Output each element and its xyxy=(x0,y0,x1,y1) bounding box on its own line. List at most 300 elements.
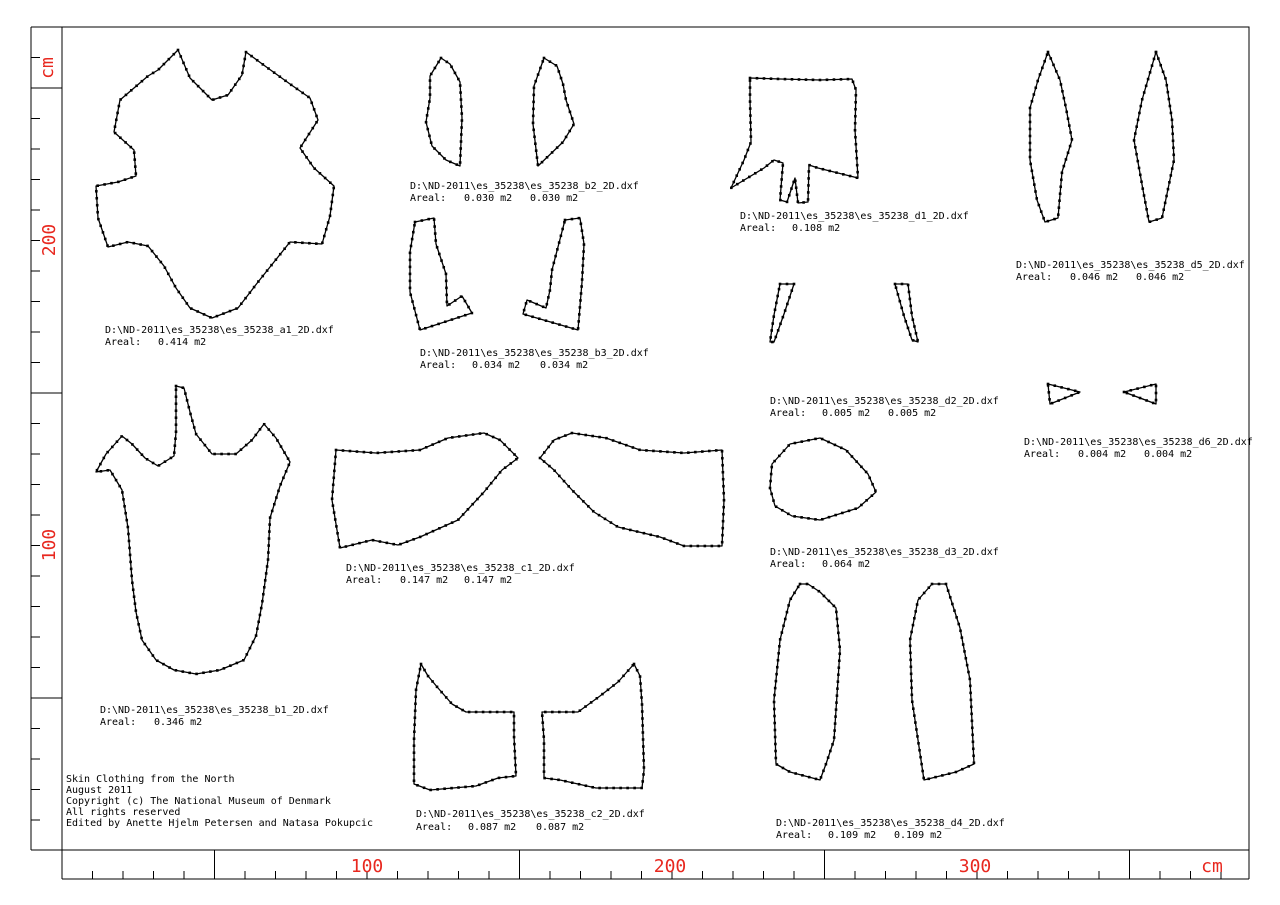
outline-vertex-marker xyxy=(558,241,561,244)
outline-vertex-marker xyxy=(1060,386,1063,389)
outline-vertex-marker xyxy=(250,55,253,58)
outline-vertex-marker xyxy=(429,789,432,792)
outline-vertex-marker xyxy=(641,724,644,727)
outline-vertex-marker xyxy=(460,112,463,115)
outline-vertex-marker xyxy=(1063,165,1066,168)
c1-area-value-1: 0.147 m2 xyxy=(400,575,449,586)
d2-area-label: Areal: xyxy=(770,408,807,419)
outline-vertex-marker xyxy=(256,627,259,630)
outline-vertex-marker xyxy=(186,399,189,402)
outline-vertex-marker xyxy=(279,253,282,256)
outline-vertex-marker xyxy=(146,245,149,248)
outline-vertex-marker xyxy=(1145,85,1148,88)
outline-vertex-marker xyxy=(504,466,507,469)
b3-area-label: Areal: xyxy=(420,360,457,371)
outline-vertex-marker xyxy=(749,79,752,82)
outline-vertex-marker xyxy=(1065,111,1068,114)
outline-vertex-marker xyxy=(747,149,750,152)
outline-vertex-marker xyxy=(1157,57,1160,60)
outline-vertex-marker xyxy=(948,772,951,775)
outline-vertex-marker xyxy=(807,191,810,194)
outline-vertex-marker xyxy=(140,637,143,640)
outline-vertex-marker xyxy=(413,744,416,747)
outline-vertex-marker xyxy=(749,114,752,117)
c2-area-value-1: 0.087 m2 xyxy=(468,822,517,833)
outline-vertex-marker xyxy=(781,631,784,634)
outline-vertex-marker xyxy=(788,770,791,773)
outline-vertex-marker xyxy=(413,723,416,726)
outline-vertex-marker xyxy=(284,79,287,82)
outline-vertex-marker xyxy=(549,282,552,285)
outline-vertex-marker xyxy=(865,499,868,502)
outline-vertex-marker xyxy=(550,275,553,278)
outline-vertex-marker xyxy=(911,700,914,703)
outline-vertex-marker xyxy=(1155,51,1158,54)
outline-vertex-marker xyxy=(551,151,554,154)
outline-vertex-marker xyxy=(342,449,345,452)
outline-vertex-marker xyxy=(279,483,282,486)
outline-vertex-marker xyxy=(467,306,470,309)
outline-vertex-marker xyxy=(556,146,559,149)
outline-vertex-marker xyxy=(426,114,429,117)
outline-vertex-marker xyxy=(413,779,416,782)
outline-vertex-marker xyxy=(934,776,937,779)
outline-vertex-marker xyxy=(1159,64,1162,67)
outline-vertex-marker xyxy=(498,439,501,442)
outline-vertex-marker xyxy=(583,243,586,246)
outline-vertex-marker xyxy=(911,694,914,697)
outline-vertex-marker xyxy=(773,460,776,463)
outline-vertex-marker xyxy=(116,440,119,443)
outline-vertex-marker xyxy=(437,323,440,326)
outline-vertex-marker xyxy=(690,545,693,548)
outline-vertex-marker xyxy=(131,443,134,446)
outline-vertex-marker xyxy=(777,78,780,81)
outline-vertex-marker xyxy=(789,597,792,600)
outline-vertex-marker xyxy=(941,774,944,777)
outline-vertex-marker xyxy=(197,85,200,88)
outline-vertex-marker xyxy=(793,592,796,595)
outline-vertex-marker xyxy=(1048,398,1051,401)
outline-vertex-marker xyxy=(1058,199,1061,202)
outline-vertex-marker xyxy=(1048,391,1051,394)
outline-vertex-marker xyxy=(566,104,569,107)
outline-vertex-marker xyxy=(414,221,417,224)
outline-vertex-marker xyxy=(749,86,752,89)
outline-vertex-marker xyxy=(536,156,539,159)
outline-vertex-marker xyxy=(562,83,565,86)
outline-vertex-marker xyxy=(537,73,540,76)
outline-vertex-marker xyxy=(774,687,777,690)
outline-vertex-marker xyxy=(533,87,536,90)
outline-vertex-marker xyxy=(546,303,549,306)
outline-vertex-marker xyxy=(152,654,155,657)
outline-vertex-marker xyxy=(901,283,904,286)
d6-area-value-2: 0.004 m2 xyxy=(1144,449,1193,460)
outline-vertex-marker xyxy=(910,311,913,314)
outline-vertex-marker xyxy=(252,641,255,644)
outline-vertex-marker xyxy=(115,479,118,482)
outline-vertex-marker xyxy=(421,219,424,222)
outline-vertex-marker xyxy=(513,453,516,456)
outline-vertex-marker xyxy=(1042,217,1045,220)
d5-area-value-2: 0.046 m2 xyxy=(1136,272,1185,283)
outline-vertex-marker xyxy=(800,516,803,519)
outline-vertex-marker xyxy=(245,51,248,54)
outline-vertex-marker xyxy=(379,540,382,543)
outline-vertex-marker xyxy=(241,71,244,74)
outline-vertex-marker xyxy=(721,534,724,537)
outline-vertex-marker xyxy=(915,332,918,335)
outline-vertex-marker xyxy=(568,130,571,133)
pattern-d5-left-outline xyxy=(1030,52,1072,222)
outline-vertex-marker xyxy=(636,669,639,672)
outline-vertex-marker xyxy=(409,273,412,276)
outline-vertex-marker xyxy=(772,499,775,502)
outline-vertex-marker xyxy=(558,70,561,73)
outline-vertex-marker xyxy=(409,266,412,269)
outline-vertex-marker xyxy=(158,464,161,467)
b2-area-label: Areal: xyxy=(410,193,447,204)
outline-vertex-marker xyxy=(164,266,167,269)
outline-vertex-marker xyxy=(208,449,211,452)
outline-vertex-marker xyxy=(955,616,958,619)
outline-vertex-marker xyxy=(666,451,669,454)
outline-vertex-marker xyxy=(181,296,184,299)
outline-vertex-marker xyxy=(414,716,417,719)
outline-vertex-marker xyxy=(1150,384,1153,387)
outline-vertex-marker xyxy=(229,310,232,313)
outline-vertex-marker xyxy=(579,306,582,309)
outline-vertex-marker xyxy=(961,636,964,639)
outline-vertex-marker xyxy=(833,78,836,81)
outline-vertex-marker xyxy=(578,433,581,436)
outline-vertex-marker xyxy=(918,597,921,600)
outline-vertex-marker xyxy=(721,457,724,460)
outline-vertex-marker xyxy=(127,533,130,536)
outline-vertex-marker xyxy=(786,283,789,286)
credits-block xyxy=(66,774,373,829)
outline-vertex-marker xyxy=(632,664,635,667)
outline-vertex-marker xyxy=(141,453,144,456)
outline-vertex-marker xyxy=(784,618,787,621)
outline-vertex-marker xyxy=(467,508,470,511)
outline-vertex-marker xyxy=(133,595,136,598)
outline-vertex-marker xyxy=(160,261,163,264)
outline-vertex-marker xyxy=(130,575,133,578)
outline-vertex-marker xyxy=(236,662,239,665)
outline-vertex-marker xyxy=(563,480,566,483)
outline-vertex-marker xyxy=(173,451,176,454)
outline-vertex-marker xyxy=(313,167,316,170)
outline-vertex-marker xyxy=(229,664,232,667)
outline-vertex-marker xyxy=(334,463,337,466)
pattern-d2-right-outline xyxy=(895,284,918,342)
outline-vertex-marker xyxy=(963,650,966,653)
outline-vertex-marker xyxy=(216,315,219,318)
outline-vertex-marker xyxy=(579,709,582,712)
outline-vertex-marker xyxy=(1162,208,1165,211)
outline-vertex-marker xyxy=(787,604,790,607)
outline-vertex-marker xyxy=(778,645,781,648)
outline-vertex-marker xyxy=(1155,392,1158,395)
outline-vertex-marker xyxy=(485,781,488,784)
outline-vertex-marker xyxy=(771,160,774,163)
outline-vertex-marker xyxy=(854,115,857,118)
outline-vertex-marker xyxy=(641,717,644,720)
outline-vertex-marker xyxy=(509,462,512,465)
outline-vertex-marker xyxy=(949,596,952,599)
outline-vertex-marker xyxy=(619,787,622,790)
outline-vertex-marker xyxy=(775,505,778,508)
outline-vertex-marker xyxy=(773,694,776,697)
outline-vertex-marker xyxy=(1031,170,1034,173)
outline-vertex-marker xyxy=(868,477,871,480)
outline-vertex-marker xyxy=(457,316,460,319)
outline-vertex-marker xyxy=(543,770,546,773)
outline-vertex-marker xyxy=(118,105,121,108)
outline-vertex-marker xyxy=(449,161,452,164)
outline-vertex-marker xyxy=(412,231,415,234)
outline-vertex-marker xyxy=(464,786,467,789)
outline-vertex-marker xyxy=(1153,58,1156,61)
outline-vertex-marker xyxy=(249,291,252,294)
outline-vertex-marker xyxy=(722,520,725,523)
outline-vertex-marker xyxy=(490,482,493,485)
outline-vertex-marker xyxy=(618,680,621,683)
outline-vertex-marker xyxy=(1071,138,1074,141)
outline-vertex-marker xyxy=(1029,121,1032,124)
outline-vertex-marker xyxy=(913,325,916,328)
outline-vertex-marker xyxy=(240,302,243,305)
outline-vertex-marker xyxy=(187,406,190,409)
outline-vertex-marker xyxy=(415,688,418,691)
outline-vertex-marker xyxy=(414,695,417,698)
outline-vertex-marker xyxy=(1065,158,1068,161)
outline-vertex-marker xyxy=(128,540,131,543)
outline-vertex-marker xyxy=(812,79,815,82)
outline-vertex-marker xyxy=(833,729,836,732)
b1-area-value: 0.346 m2 xyxy=(154,717,203,728)
outline-vertex-marker xyxy=(290,84,293,87)
outline-vertex-marker xyxy=(141,80,144,83)
outline-vertex-marker xyxy=(808,164,811,167)
outline-vertex-marker xyxy=(833,736,836,739)
outline-vertex-marker xyxy=(418,327,421,330)
outline-vertex-marker xyxy=(259,614,262,617)
outline-vertex-marker xyxy=(584,434,587,437)
outline-vertex-marker xyxy=(543,763,546,766)
outline-vertex-marker xyxy=(539,457,542,460)
outline-vertex-marker xyxy=(294,241,297,244)
outline-vertex-marker xyxy=(391,451,394,454)
outline-vertex-marker xyxy=(947,589,950,592)
outline-vertex-marker xyxy=(260,607,263,610)
outline-vertex-marker xyxy=(96,211,99,214)
outline-vertex-marker xyxy=(775,673,778,676)
outline-vertex-marker xyxy=(774,308,777,311)
outline-vertex-marker xyxy=(442,266,445,269)
outline-vertex-marker xyxy=(416,784,419,787)
outline-vertex-marker xyxy=(411,300,414,303)
outline-vertex-marker xyxy=(1053,384,1056,387)
outline-vertex-marker xyxy=(531,315,534,318)
outline-vertex-marker xyxy=(300,145,303,148)
outline-vertex-marker xyxy=(838,639,841,642)
outline-vertex-marker xyxy=(790,289,793,292)
outline-vertex-marker xyxy=(560,77,563,80)
outline-vertex-marker xyxy=(164,460,167,463)
outline-vertex-marker xyxy=(687,451,690,454)
outline-vertex-marker xyxy=(413,737,416,740)
outline-vertex-marker xyxy=(581,271,584,274)
outline-vertex-marker xyxy=(721,541,724,544)
outline-vertex-marker xyxy=(1143,91,1146,94)
outline-vertex-marker xyxy=(865,471,868,474)
outline-vertex-marker xyxy=(255,434,258,437)
outline-vertex-marker xyxy=(1164,202,1167,205)
outline-vertex-marker xyxy=(1067,388,1070,391)
outline-vertex-marker xyxy=(1139,174,1142,177)
outline-vertex-marker xyxy=(513,750,516,753)
outline-vertex-marker xyxy=(1143,194,1146,197)
outline-vertex-marker xyxy=(915,728,918,731)
outline-vertex-marker xyxy=(271,510,274,513)
outline-vertex-marker xyxy=(125,94,128,97)
outline-vertex-marker xyxy=(459,91,462,94)
outline-vertex-marker xyxy=(134,602,137,605)
outline-vertex-marker xyxy=(1043,60,1046,63)
outline-vertex-marker xyxy=(190,307,193,310)
outline-vertex-marker xyxy=(744,155,747,158)
outline-vertex-marker xyxy=(279,75,282,78)
outline-vertex-marker xyxy=(894,283,897,286)
outline-vertex-marker xyxy=(423,669,426,672)
outline-vertex-marker xyxy=(642,745,645,748)
outline-vertex-marker xyxy=(961,768,964,771)
outline-vertex-marker xyxy=(436,246,439,249)
outline-vertex-marker xyxy=(370,451,373,454)
outline-vertex-marker xyxy=(409,287,412,290)
outline-vertex-marker xyxy=(569,111,572,114)
a1-area-value: 0.414 m2 xyxy=(158,337,207,348)
outline-vertex-marker xyxy=(838,659,841,662)
outline-vertex-marker xyxy=(916,339,919,342)
horizontal-ruler-unit: cm xyxy=(1201,856,1223,877)
pattern-c1-left-outline xyxy=(332,433,518,548)
a1-path-label: D:\ND-2011\es_35238\es_35238_a1_2D.dxf xyxy=(105,325,334,336)
outline-vertex-marker xyxy=(356,450,359,453)
outline-vertex-marker xyxy=(721,527,724,530)
outline-vertex-marker xyxy=(1069,145,1072,148)
outline-vertex-marker xyxy=(812,586,815,589)
outline-vertex-marker xyxy=(627,669,630,672)
outline-vertex-marker xyxy=(332,194,335,197)
outline-vertex-marker xyxy=(128,547,131,550)
outline-vertex-marker xyxy=(457,786,460,789)
outline-vertex-marker xyxy=(721,464,724,467)
outline-vertex-marker xyxy=(195,433,198,436)
outline-vertex-marker xyxy=(590,701,593,704)
outline-vertex-marker xyxy=(496,711,499,714)
outline-vertex-marker xyxy=(776,295,779,298)
vertical-tick-label-100: 100 xyxy=(39,528,60,562)
outline-vertex-marker xyxy=(815,166,818,169)
outline-vertex-marker xyxy=(582,236,585,239)
outline-vertex-marker xyxy=(1135,153,1138,156)
outline-vertex-marker xyxy=(99,224,102,227)
outline-vertex-marker xyxy=(1047,384,1050,387)
outline-vertex-marker xyxy=(962,643,965,646)
outline-vertex-marker xyxy=(209,670,212,673)
outline-vertex-marker xyxy=(413,307,416,310)
pattern-b3-right-outline xyxy=(523,218,584,330)
outline-vertex-marker xyxy=(1057,213,1060,216)
outline-vertex-marker xyxy=(582,264,585,267)
outline-vertex-marker xyxy=(119,136,122,139)
outline-vertex-marker xyxy=(227,453,230,456)
outline-vertex-marker xyxy=(769,336,772,339)
outline-vertex-marker xyxy=(542,728,545,731)
outline-vertex-marker xyxy=(103,183,106,186)
outline-vertex-marker xyxy=(434,232,437,235)
outline-vertex-marker xyxy=(471,312,474,315)
outline-vertex-marker xyxy=(202,671,205,674)
outline-vertex-marker xyxy=(555,64,558,67)
outline-vertex-marker xyxy=(275,496,278,499)
outline-vertex-marker xyxy=(461,709,464,712)
d4-area-value-2: 0.109 m2 xyxy=(894,830,943,841)
outline-vertex-marker xyxy=(429,79,432,82)
outline-vertex-marker xyxy=(822,168,825,171)
outline-vertex-marker xyxy=(722,485,725,488)
outline-vertex-marker xyxy=(622,675,625,678)
outline-vertex-marker xyxy=(1132,394,1135,397)
outline-vertex-marker xyxy=(313,108,316,111)
outline-vertex-marker xyxy=(512,775,515,778)
outline-vertex-marker xyxy=(268,537,271,540)
outline-vertex-marker xyxy=(440,57,443,60)
outline-vertex-marker xyxy=(1162,70,1165,73)
outline-vertex-marker xyxy=(642,773,645,776)
outline-vertex-marker xyxy=(841,512,844,515)
outline-vertex-marker xyxy=(1172,160,1175,163)
outline-vertex-marker xyxy=(909,298,912,301)
outline-vertex-marker xyxy=(324,177,327,180)
outline-vertex-marker xyxy=(802,201,805,204)
outline-vertex-marker xyxy=(571,117,574,120)
d1-path-label: D:\ND-2011\es_35238\es_35238_d1_2D.dxf xyxy=(740,211,969,222)
outline-vertex-marker xyxy=(249,647,252,650)
outline-vertex-marker xyxy=(542,305,545,308)
outline-vertex-marker xyxy=(834,722,837,725)
outline-vertex-marker xyxy=(773,715,776,718)
outline-vertex-marker xyxy=(754,172,757,175)
outline-vertex-marker xyxy=(640,696,643,699)
outline-vertex-marker xyxy=(792,181,795,184)
outline-vertex-marker xyxy=(1064,104,1067,107)
outline-vertex-marker xyxy=(922,777,925,780)
outline-vertex-marker xyxy=(1136,387,1139,390)
outline-vertex-marker xyxy=(111,446,114,449)
outline-vertex-marker xyxy=(535,303,538,306)
outline-vertex-marker xyxy=(1067,117,1070,120)
outline-vertex-marker xyxy=(1171,167,1174,170)
outline-vertex-marker xyxy=(118,485,121,488)
outline-vertex-marker xyxy=(1155,218,1158,221)
outline-vertex-marker xyxy=(175,388,178,391)
outline-vertex-marker xyxy=(460,133,463,136)
